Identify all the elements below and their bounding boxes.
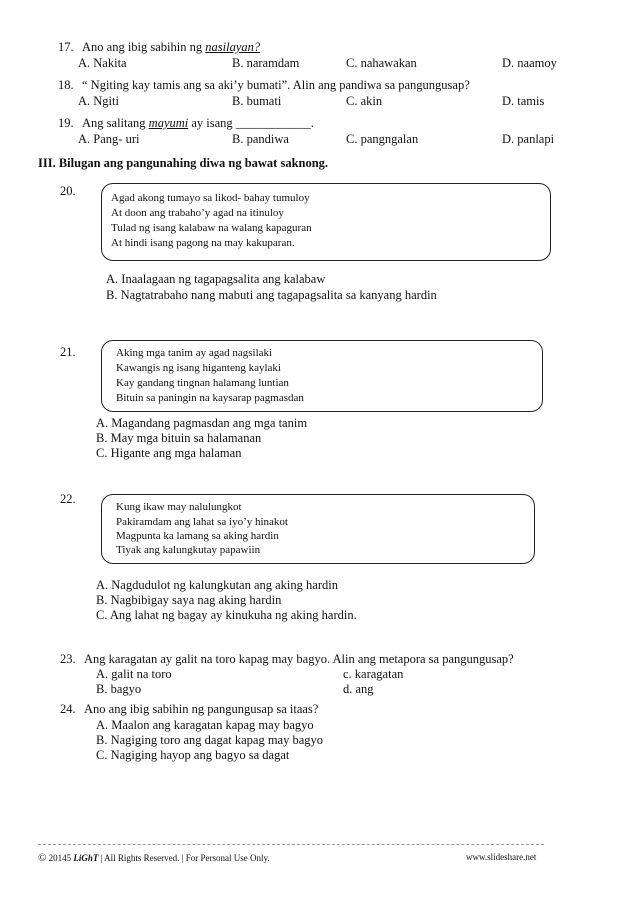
q21-option-b: B. May mga bituin sa halamanan: [96, 431, 262, 445]
q23-option-b: B. bagyo: [96, 682, 142, 696]
q20-option-a: A. Inaalagaan ng tagapagsalita ang kalabaw: [106, 272, 326, 286]
q22-poem-box: [101, 494, 535, 564]
q17-prefix: Ano ang ibig sabihin ng: [82, 40, 206, 54]
q23-option-d: d. ang: [343, 682, 374, 696]
q21-poem-line: Kawangis ng isang higanteng kaylaki: [116, 362, 281, 374]
q21-option-a: A. Magandang pagmasdan ang mga tanim: [96, 416, 308, 430]
q22-poem-line: Pakiramdam ang lahat sa iyo’y hinakot: [116, 516, 288, 528]
q22-poem-line: Magpunta ka lamang sa aking hardin: [116, 530, 279, 542]
q21-poem-line: Aking mga tanim ay agad nagsilaki: [116, 347, 273, 359]
q20-poem-box: [101, 183, 551, 261]
q17-option-b: B. naramdam: [232, 56, 300, 70]
q17-word: nasilayan?: [205, 40, 261, 54]
q20-poem-line: Agad akong tumayo sa likod- bahay tumuloy: [111, 192, 310, 204]
q17-number: 17.: [58, 40, 74, 54]
q22-poem-line: Tiyak ang kalungkutay papawiin: [116, 544, 261, 556]
q18-option-b: B. bumati: [232, 94, 282, 108]
footer-copyright: [38, 852, 270, 864]
q19-word: mayumi: [148, 116, 189, 130]
q23-option-c: c. karagatan: [343, 667, 404, 681]
copyright-icon: ©: [38, 852, 47, 864]
footer-divider: [38, 844, 544, 845]
q17-question: [82, 40, 260, 55]
q20-poem-line: Tulad ng isang kalabaw na walang kapaguran: [111, 222, 312, 234]
q22-option-c: C. Ang lahat ng bagay ay kinukuha ng aking hardin.: [96, 608, 357, 622]
q24-option-a: A. Maalon ang karagatan kapag may bagyo: [96, 718, 314, 732]
q17-option-d: D. naamoy: [502, 56, 557, 70]
q19-option-b: B. pandiwa: [232, 132, 289, 146]
q18-question: “ Ngiting kay tamis ang sa aki’y bumati”. Alin ang pandiwa sa pangungusap?: [82, 78, 470, 92]
q22-number: 22.: [60, 492, 76, 506]
q19-option-d: D. panlapi: [502, 132, 555, 146]
q19-question: [82, 116, 314, 131]
q18-number: 18.: [58, 78, 74, 92]
q18-option-c: C. akin: [346, 94, 383, 108]
footer-website: www.slideshare.net: [466, 852, 537, 862]
q20-poem-line: At hindi isang pagong na may kakuparan.: [111, 237, 295, 249]
q22-option-a: A. Nagdudulot ng kalungkutan ang aking hardin: [96, 578, 338, 592]
footer-brand: LiGhT: [73, 853, 99, 863]
q22-poem-line: Kung ikaw may nalulungkot: [116, 501, 242, 513]
section-title: III. Bilugan ang pangunahing diwa ng bawat saknong.: [38, 156, 329, 170]
q23-question: Ang karagatan ay galit na toro kapag may bagyo. Alin ang metapora sa pangungusap?: [84, 652, 514, 666]
q17-option-c: C. nahawakan: [346, 56, 417, 70]
q19-prefix: Ang salitang: [82, 116, 149, 130]
q21-option-c: C. Higante ang mga halaman: [96, 446, 242, 460]
footer-rights: | All Rights Reserved. | For Personal Use Only.: [98, 853, 270, 863]
q23-option-a: A. galit na toro: [96, 667, 172, 681]
q20-option-b: B. Nagtatrabaho nang mabuti ang tagapagsalita sa kanyang hardin: [106, 288, 437, 302]
q19-option-c: C. pangngalan: [346, 132, 419, 146]
q20-number: 20.: [60, 184, 76, 198]
q21-poem-box: [101, 340, 543, 412]
q21-number: 21.: [60, 345, 76, 359]
q19-suffix: ay isang ____________.: [188, 116, 314, 130]
q20-poem-line: At doon ang trabaho’y agad na itinuloy: [111, 207, 284, 219]
q24-number: 24.: [60, 702, 76, 716]
q22-option-b: B. Nagbibigay saya nag aking hardin: [96, 593, 282, 607]
footer-year: 20145: [48, 853, 72, 863]
q21-poem-line: Kay gandang tingnan halamang luntian: [116, 377, 289, 389]
q21-poem-line: Bituin sa paningin na kaysarap pagmasdan: [116, 392, 304, 404]
q18-option-d: D. tamis: [502, 94, 545, 108]
q18-option-a: A. Ngiti: [78, 94, 119, 108]
q19-option-a: A. Pang- uri: [78, 132, 140, 146]
q23-number: 23.: [60, 652, 76, 666]
q17-option-a: A. Nakita: [78, 56, 127, 70]
q24-option-b: B. Nagiging toro ang dagat kapag may bagyo: [96, 733, 324, 747]
q24-option-c: C. Nagiging hayop ang bagyo sa dagat: [96, 748, 290, 762]
q19-number: 19.: [58, 116, 74, 130]
q24-question: Ano ang ibig sabihin ng pangungusap sa itaas?: [84, 702, 319, 716]
